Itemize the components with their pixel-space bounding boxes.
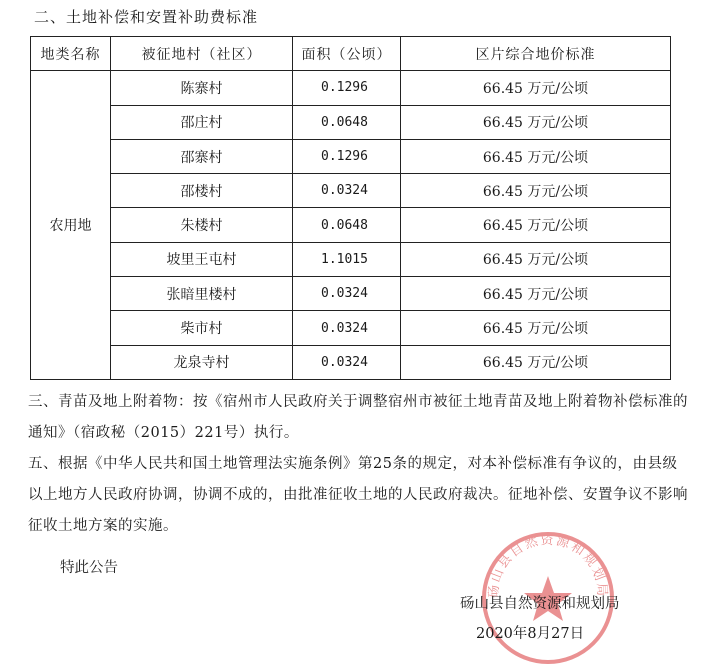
land-type-cell: 农用地: [31, 71, 111, 380]
area-cell: 0.0648: [293, 105, 401, 139]
area-cell: 0.1296: [293, 139, 401, 173]
table-row: [31, 71, 671, 105]
table-row: [31, 105, 671, 139]
price-cell: 66.45 万元/公顷: [401, 105, 671, 139]
table-row: [31, 311, 671, 345]
paragraph-dispute: 五、根据《中华人民共和国土地管理法实施条例》第25条的规定，对本补偿标准有争议的，由县级以上地方人民政府协调，协调不成的，由批准征收土地的人民政府裁决。征地补偿、安置争议不影响征收土地方案的实施。: [28, 456, 688, 534]
area-cell: 0.0324: [293, 311, 401, 345]
area-cell: 1.1015: [293, 242, 401, 276]
area-cell: 0.1296: [293, 71, 401, 105]
table-row: [31, 139, 671, 173]
price-cell: 66.45 万元/公顷: [401, 174, 671, 208]
village-cell: 坡里王屯村: [111, 242, 293, 276]
village-cell: 陈寨村: [111, 71, 293, 105]
area-cell: 0.0324: [293, 277, 401, 311]
price-cell: 66.45 万元/公顷: [401, 242, 671, 276]
price-cell: 66.45 万元/公顷: [401, 139, 671, 173]
header-area: 面积（公顷）: [293, 37, 401, 71]
village-cell: 朱楼村: [111, 208, 293, 242]
price-cell: 66.45 万元/公顷: [401, 345, 671, 379]
village-cell: 邵楼村: [111, 174, 293, 208]
compensation-table: [30, 36, 671, 380]
svg-text:砀山县自然资源和规划局: 砀山县自然资源和规划局: [486, 533, 610, 599]
closing-line: 特此公告: [60, 560, 118, 576]
section-heading: 二、土地补偿和安置补助费标准: [34, 8, 259, 26]
table-row: [31, 345, 671, 379]
price-cell: 66.45 万元/公顷: [401, 311, 671, 345]
village-cell: 龙泉寺村: [111, 345, 293, 379]
paragraph-seedlings: 三、青苗及地上附着物：按《宿州市人民政府关于调整宿州市被征土地青苗及地上附着物补偿标准的通知》（宿政秘（2015）221号）执行。: [28, 394, 688, 441]
header-village: 被征地村（社区）: [111, 37, 293, 71]
table-row: [31, 174, 671, 208]
price-cell: 66.45 万元/公顷: [401, 208, 671, 242]
area-cell: 0.0324: [293, 174, 401, 208]
header-price: 区片综合地价标准: [401, 37, 671, 71]
header-land-type: 地类名称: [31, 37, 111, 71]
village-cell: 柴市村: [111, 311, 293, 345]
table-row: [31, 277, 671, 311]
village-cell: 邵寨村: [111, 139, 293, 173]
area-cell: 0.0324: [293, 345, 401, 379]
price-cell: 66.45 万元/公顷: [401, 277, 671, 311]
issue-date: 2020年8月27日: [476, 626, 585, 642]
village-cell: 邵庄村: [111, 105, 293, 139]
village-cell: 张暗里楼村: [111, 277, 293, 311]
table-header-row: [31, 37, 671, 71]
price-cell: 66.45 万元/公顷: [401, 71, 671, 105]
issuer-name: 砀山县自然资源和规划局: [460, 596, 620, 612]
table-row: [31, 208, 671, 242]
area-cell: 0.0648: [293, 208, 401, 242]
table-row: [31, 242, 671, 276]
